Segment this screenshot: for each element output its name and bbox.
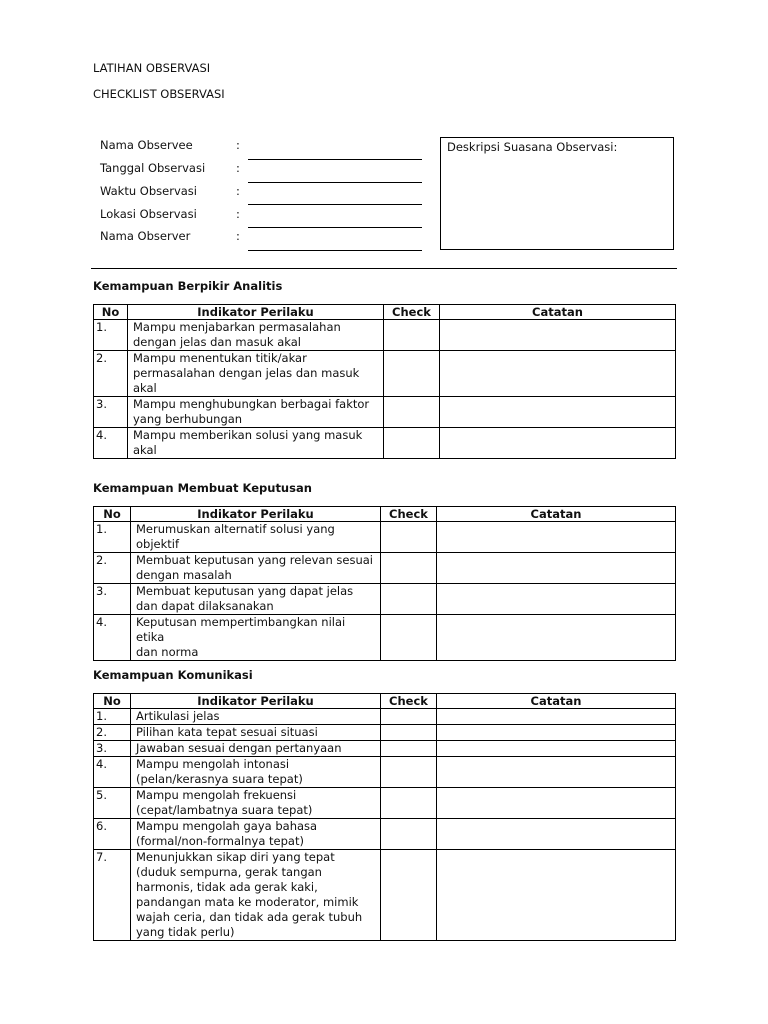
row-number: 4. bbox=[94, 428, 128, 459]
indicator-cell bbox=[131, 850, 381, 941]
check-cell[interactable] bbox=[381, 819, 437, 850]
column-header-notes: Catatan bbox=[437, 507, 676, 522]
check-cell[interactable] bbox=[384, 397, 440, 428]
indicator-line: yang berhubungan bbox=[133, 412, 243, 426]
notes-cell[interactable] bbox=[437, 615, 676, 661]
indicator-cell bbox=[128, 320, 384, 351]
check-cell[interactable] bbox=[381, 788, 437, 819]
column-header-check: Check bbox=[381, 507, 437, 522]
indicator-cell bbox=[131, 709, 381, 725]
notes-cell[interactable] bbox=[437, 709, 676, 725]
checklist-table-analitis bbox=[93, 304, 676, 459]
row-number: 1. bbox=[94, 522, 131, 553]
check-cell[interactable] bbox=[381, 757, 437, 788]
field-colon: : bbox=[236, 229, 240, 243]
checklist-table-keputusan bbox=[93, 506, 676, 661]
section-title: Kemampuan Berpikir Analitis bbox=[93, 279, 283, 293]
row-number: 4. bbox=[94, 757, 131, 788]
table-row bbox=[94, 741, 676, 757]
field-label-nama-observee: Nama Observee bbox=[100, 138, 193, 152]
table-row bbox=[94, 725, 676, 741]
indicator-line: dan norma bbox=[136, 645, 199, 659]
check-cell[interactable] bbox=[381, 522, 437, 553]
indicator-line: (pelan/kerasnya suara tepat) bbox=[136, 772, 303, 786]
indicator-line: Membuat keputusan yang relevan sesuai bbox=[136, 553, 373, 567]
row-number: 2. bbox=[94, 725, 131, 741]
column-header-indicator: Indikator Perilaku bbox=[128, 305, 384, 320]
table-row bbox=[94, 320, 676, 351]
check-cell[interactable] bbox=[381, 709, 437, 725]
notes-cell[interactable] bbox=[437, 553, 676, 584]
row-number: 3. bbox=[94, 741, 131, 757]
check-cell[interactable] bbox=[384, 428, 440, 459]
indicator-cell bbox=[131, 553, 381, 584]
indicator-line: (formal/non-formalnya tepat) bbox=[136, 834, 304, 848]
column-header-indicator: Indikator Perilaku bbox=[131, 507, 381, 522]
indicator-cell bbox=[131, 741, 381, 757]
indicator-line: Mampu mengolah intonasi bbox=[136, 757, 290, 771]
notes-cell[interactable] bbox=[437, 584, 676, 615]
indicator-line: Mampu menghubungkan berbagai faktor bbox=[133, 397, 370, 411]
table-row bbox=[94, 553, 676, 584]
table-row bbox=[94, 709, 676, 725]
notes-cell[interactable] bbox=[437, 788, 676, 819]
check-cell[interactable] bbox=[381, 741, 437, 757]
indicator-line: Mampu mengolah frekuensi bbox=[136, 788, 297, 802]
indicator-cell bbox=[131, 819, 381, 850]
indicator-line: Artikulasi jelas bbox=[136, 709, 220, 723]
column-header-notes: Catatan bbox=[440, 305, 676, 320]
table-row bbox=[94, 584, 676, 615]
divider bbox=[91, 268, 677, 269]
check-cell[interactable] bbox=[381, 584, 437, 615]
section-title: Kemampuan Membuat Keputusan bbox=[93, 481, 312, 495]
table-row bbox=[94, 850, 676, 941]
notes-cell[interactable] bbox=[437, 757, 676, 788]
indicator-line: akal bbox=[133, 443, 157, 457]
row-number: 7. bbox=[94, 850, 131, 941]
indicator-line: yang tidak perlu) bbox=[136, 925, 235, 939]
table-row bbox=[94, 819, 676, 850]
column-header-check: Check bbox=[381, 694, 437, 709]
column-header-notes: Catatan bbox=[437, 694, 676, 709]
table-row bbox=[94, 615, 676, 661]
section-title: Kemampuan Komunikasi bbox=[93, 668, 253, 682]
row-number: 5. bbox=[94, 788, 131, 819]
notes-cell[interactable] bbox=[440, 351, 676, 397]
column-header-indicator: Indikator Perilaku bbox=[131, 694, 381, 709]
row-number: 3. bbox=[94, 397, 128, 428]
field-line-lokasi-observasi[interactable] bbox=[248, 227, 422, 228]
column-header-no: No bbox=[94, 507, 131, 522]
notes-cell[interactable] bbox=[440, 428, 676, 459]
row-number: 1. bbox=[94, 320, 128, 351]
indicator-cell bbox=[131, 788, 381, 819]
notes-cell[interactable] bbox=[437, 522, 676, 553]
field-label-waktu-observasi: Waktu Observasi bbox=[100, 184, 197, 198]
column-header-no: No bbox=[94, 694, 131, 709]
indicator-line: dengan jelas dan masuk akal bbox=[133, 335, 301, 349]
notes-cell[interactable] bbox=[437, 741, 676, 757]
indicator-cell bbox=[128, 397, 384, 428]
indicator-line: objektif bbox=[136, 537, 180, 551]
table-row bbox=[94, 351, 676, 397]
indicator-cell bbox=[131, 615, 381, 661]
field-line-waktu-observasi[interactable] bbox=[248, 204, 422, 205]
indicator-line: (duduk sempurna, gerak tangan bbox=[136, 865, 322, 879]
indicator-cell bbox=[131, 725, 381, 741]
check-cell[interactable] bbox=[384, 320, 440, 351]
indicator-cell bbox=[128, 428, 384, 459]
indicator-line: Mampu mengolah gaya bahasa bbox=[136, 819, 318, 833]
notes-cell[interactable] bbox=[440, 397, 676, 428]
table-row bbox=[94, 397, 676, 428]
field-colon: : bbox=[236, 138, 240, 152]
table-row bbox=[94, 428, 676, 459]
description-box[interactable] bbox=[440, 137, 674, 250]
indicator-line: Mampu menjabarkan permasalahan bbox=[133, 320, 341, 334]
check-cell[interactable] bbox=[381, 725, 437, 741]
check-cell[interactable] bbox=[384, 351, 440, 397]
field-colon: : bbox=[236, 161, 240, 175]
check-cell[interactable] bbox=[381, 553, 437, 584]
field-label-lokasi-observasi: Lokasi Observasi bbox=[100, 207, 197, 221]
row-number: 2. bbox=[94, 351, 128, 397]
indicator-line: dengan masalah bbox=[136, 568, 232, 582]
checklist-table-komunikasi bbox=[93, 693, 676, 941]
check-cell[interactable] bbox=[381, 850, 437, 941]
table-row bbox=[94, 522, 676, 553]
notes-cell[interactable] bbox=[440, 320, 676, 351]
table-row bbox=[94, 757, 676, 788]
field-line-nama-observer[interactable] bbox=[248, 250, 422, 251]
indicator-line: pandangan mata ke moderator, mimik bbox=[136, 895, 359, 909]
column-header-check: Check bbox=[384, 305, 440, 320]
indicator-line: Menunjukkan sikap diri yang tepat bbox=[136, 850, 335, 864]
field-colon: : bbox=[236, 207, 240, 221]
row-number: 3. bbox=[94, 584, 131, 615]
indicator-line: Jawaban sesuai dengan pertanyaan bbox=[136, 741, 342, 755]
row-number: 6. bbox=[94, 819, 131, 850]
indicator-line: akal bbox=[133, 381, 157, 395]
notes-cell[interactable] bbox=[437, 725, 676, 741]
indicator-line: wajah ceria, dan tidak ada gerak tubuh bbox=[136, 910, 363, 924]
indicator-line: permasalahan dengan jelas dan masuk bbox=[133, 366, 360, 380]
indicator-line: Pilihan kata tepat sesuai situasi bbox=[136, 725, 318, 739]
field-colon: : bbox=[236, 184, 240, 198]
document-title: LATIHAN OBSERVASI bbox=[93, 61, 211, 75]
field-label-tanggal-observasi: Tanggal Observasi bbox=[100, 161, 206, 175]
indicator-line: Keputusan mempertimbangkan nilai etika bbox=[136, 615, 346, 644]
row-number: 2. bbox=[94, 553, 131, 584]
indicator-cell bbox=[128, 351, 384, 397]
field-label-nama-observer: Nama Observer bbox=[100, 229, 191, 243]
indicator-cell bbox=[131, 757, 381, 788]
indicator-line: dan dapat dilaksanakan bbox=[136, 599, 274, 613]
notes-cell[interactable] bbox=[437, 850, 676, 941]
indicator-cell bbox=[131, 584, 381, 615]
document-subtitle: CHECKLIST OBSERVASI bbox=[93, 87, 225, 101]
field-line-nama-observee[interactable] bbox=[248, 159, 422, 160]
row-number: 4. bbox=[94, 615, 131, 661]
indicator-line: Mampu memberikan solusi yang masuk bbox=[133, 428, 363, 442]
field-line-tanggal-observasi[interactable] bbox=[248, 182, 422, 183]
check-cell[interactable] bbox=[381, 615, 437, 661]
indicator-line: harmonis, tidak ada gerak kaki, bbox=[136, 880, 318, 894]
table-row bbox=[94, 788, 676, 819]
notes-cell[interactable] bbox=[437, 819, 676, 850]
column-header-no: No bbox=[94, 305, 128, 320]
row-number: 1. bbox=[94, 709, 131, 725]
indicator-line: Mampu menentukan titik/akar bbox=[133, 351, 307, 365]
indicator-line: Merumuskan alternatif solusi yang bbox=[136, 522, 335, 536]
indicator-line: Membuat keputusan yang dapat jelas bbox=[136, 584, 354, 598]
indicator-line: (cepat/lambatnya suara tepat) bbox=[136, 803, 313, 817]
description-label: Deskripsi Suasana Observasi: bbox=[447, 140, 618, 154]
indicator-cell bbox=[131, 522, 381, 553]
